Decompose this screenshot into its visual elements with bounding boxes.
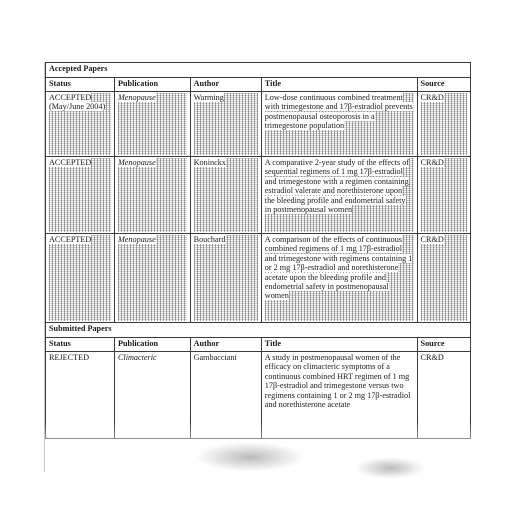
status-cell: REJECTED (49, 353, 90, 362)
submitted-section-title: Submitted Papers (46, 323, 471, 338)
table-row (46, 352, 471, 439)
title-cell: Low-dose continuous combined treatment with trimegestone and 17β-estradiol prevents postmenopausal osteoporosis in a trimegestone population (264, 93, 413, 131)
smudge-mark (355, 457, 425, 479)
title-cell: A comparative 2-year study of the effects of sequential regimens of 1 mg 17β-estradiol and trimegestone with a regimen containing estradiol valerate and norethisterone upon the bleeding profile and endometrial safety in postmenopausal women (264, 158, 410, 215)
publication-cell: Menopause (117, 235, 156, 244)
smudge-mark (195, 442, 305, 472)
table-row (46, 234, 471, 323)
submitted-column-headers (46, 338, 471, 352)
accepted-section-header (46, 63, 471, 78)
title-cell: A study in postmenopausal women of the efficacy on climacteric symptoms of a continuous combined HRT regimen of 1 mg 17β-estradiol and trimegestone versus two regimens containing 1 or 2 mg 17β-estradiol and norethisterone acetate (264, 353, 411, 410)
source-cell: CR&D (420, 93, 444, 102)
source-column-header: Source (417, 338, 470, 352)
document-page (44, 62, 473, 472)
title-cell: A comparison of the effects of continuous combined regimens of 1 mg 17β-estradiol and trimegestone with regimens containing 1 or 2 mg 17β-estradiol and norethisterone acetate upon the bleeding profile and endometrial safety in postmenopausal women (264, 235, 413, 301)
author-cell: Bouchard (193, 235, 226, 244)
source-cell: CR&D (420, 235, 444, 244)
papers-table (45, 62, 471, 439)
author-cell: Koninckx (193, 158, 226, 167)
status-column-header: Status (46, 338, 115, 352)
submitted-section-header (46, 323, 471, 338)
status-cell: ACCEPTED (49, 158, 92, 167)
author-column-header: Author (190, 78, 261, 92)
title-column-header: Title (261, 78, 417, 92)
status-cell: ACCEPTED (49, 235, 92, 244)
publication-column-header: Publication (114, 78, 190, 92)
author-cell: Warming (193, 93, 224, 102)
source-column-header: Source (417, 78, 470, 92)
source-cell: CR&D (420, 353, 444, 362)
publication-cell: Menopause (117, 93, 156, 102)
table-row (46, 157, 471, 234)
publication-cell: Menopause (117, 158, 156, 167)
status-cell: ACCEPTED (May/June 2004) (49, 93, 106, 112)
title-column-header: Title (261, 338, 417, 352)
publication-column-header: Publication (114, 338, 190, 352)
author-column-header: Author (190, 338, 261, 352)
source-cell: CR&D (420, 158, 444, 167)
publication-cell: Climacteric (117, 353, 157, 362)
status-column-header: Status (46, 78, 115, 92)
table-row (46, 92, 471, 157)
accepted-section-title: Accepted Papers (46, 63, 471, 78)
author-cell: Gambacciani (193, 353, 237, 362)
accepted-column-headers (46, 78, 471, 92)
